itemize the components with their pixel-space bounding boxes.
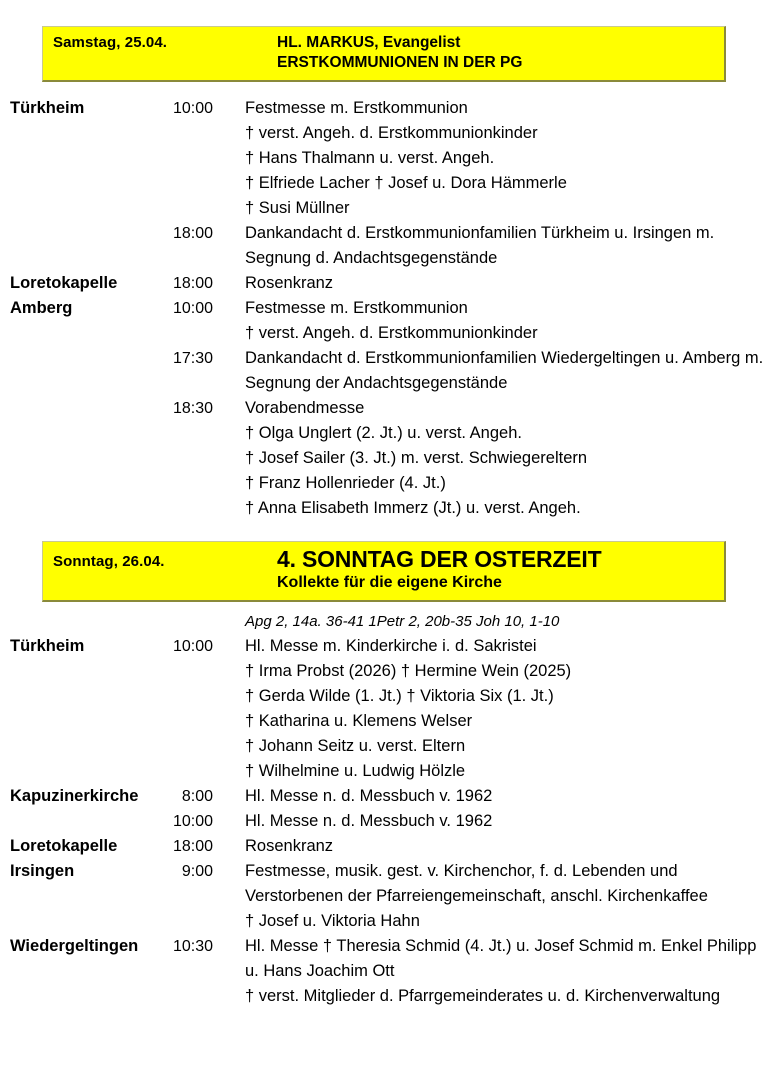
- service-place: Irsingen: [10, 862, 75, 880]
- service-body: [213, 934, 768, 1009]
- service-row: [0, 96, 768, 221]
- day-banner-sunday: [42, 541, 726, 602]
- service-line: † verst. Angeh. d. Erstkommunionkinder: [245, 324, 538, 342]
- service-line: Dankandacht d. Erstkommunionfamilien Türkheim u. Irsingen m. Segnung d. Andachtsgegenstände: [245, 224, 719, 267]
- day-date-label: Samstag, 25.04.: [53, 34, 168, 51]
- service-body: [213, 296, 768, 346]
- service-body: [213, 271, 768, 296]
- service-line: † Johann Seitz u. verst. Eltern: [245, 737, 466, 755]
- section-gap: [0, 521, 768, 541]
- service-place: Loretokapelle: [10, 274, 118, 292]
- service-line: † verst. Angeh. d. Erstkommunionkinder: [245, 124, 538, 142]
- service-row: [0, 396, 768, 521]
- service-line: Festmesse m. Erstkommunion: [245, 99, 468, 117]
- service-time: 9:00: [181, 863, 213, 880]
- service-line: † verst. Mitglieder d. Pfarrgemeinderates u. d. Kirchenverwaltung: [245, 987, 721, 1005]
- service-line: Rosenkranz: [245, 837, 334, 855]
- service-body: [213, 396, 768, 521]
- service-line: † Susi Müllner: [245, 199, 350, 217]
- scripture-row: [0, 610, 768, 634]
- service-line: Festmesse m. Erstkommunion: [245, 299, 468, 317]
- service-line: Hl. Messe † Theresia Schmid (4. Jt.) u. Josef Schmid m. Enkel Philipp u. Hans Joachim Ott: [245, 937, 761, 980]
- services-list-saturday: [0, 96, 768, 521]
- service-time: 10:00: [172, 300, 213, 317]
- day-title-group: [277, 546, 724, 594]
- day-banner-saturday: [42, 26, 726, 82]
- service-time: 10:00: [172, 638, 213, 655]
- service-row: [0, 221, 768, 271]
- day-title-main: HL. MARKUS, Evangelist: [277, 34, 461, 51]
- service-row: [0, 346, 768, 396]
- service-time: 10:30: [172, 938, 213, 955]
- banner-bottom-spacer: [0, 82, 768, 96]
- service-line: Vorabendmesse: [245, 399, 365, 417]
- service-line: † Elfriede Lacher † Josef u. Dora Hämmerle: [245, 174, 567, 192]
- service-body: [213, 634, 768, 784]
- service-body: [213, 784, 768, 809]
- day-date-label: Sonntag, 26.04.: [53, 553, 165, 570]
- service-time: 10:00: [172, 100, 213, 117]
- service-place: Amberg: [10, 299, 73, 317]
- service-time: 18:00: [172, 225, 213, 242]
- service-line: † Josef Sailer (3. Jt.) m. verst. Schwiegereltern: [245, 449, 588, 467]
- service-body: [213, 96, 768, 221]
- scripture-body: [213, 610, 768, 634]
- service-body: [213, 834, 768, 859]
- service-time: 18:00: [172, 275, 213, 292]
- service-place: Loretokapelle: [10, 837, 118, 855]
- service-place: Kapuzinerkirche: [10, 787, 139, 805]
- service-line: † Irma Probst (2026) † Hermine Wein (2025): [245, 662, 572, 680]
- service-time: 18:00: [172, 838, 213, 855]
- service-line: † Franz Hollenrieder (4. Jt.): [245, 474, 446, 492]
- service-body: [213, 859, 768, 934]
- service-row: [0, 809, 768, 834]
- top-spacer: [0, 0, 768, 26]
- service-place: Türkheim: [10, 637, 85, 655]
- service-time: 18:30: [172, 400, 213, 417]
- banner-bottom-spacer: [0, 602, 768, 610]
- service-row: [0, 634, 768, 784]
- service-line: † Hans Thalmann u. verst. Angeh.: [245, 149, 495, 167]
- service-row: [0, 859, 768, 934]
- service-line: Rosenkranz: [245, 274, 334, 292]
- day-title-main: 4. SONNTAG DER OSTERZEIT: [277, 546, 602, 572]
- service-row: [0, 934, 768, 1009]
- service-time: 17:30: [172, 350, 213, 367]
- service-row: [0, 834, 768, 859]
- service-place: Wiedergeltingen: [10, 937, 139, 955]
- service-body: [213, 809, 768, 834]
- service-row: [0, 296, 768, 346]
- day-title-sub: ERSTKOMMUNIONEN IN DER PG: [277, 54, 523, 71]
- service-line: Hl. Messe n. d. Messbuch v. 1962: [245, 787, 493, 805]
- service-place: Türkheim: [10, 99, 85, 117]
- service-line: Hl. Messe n. d. Messbuch v. 1962: [245, 812, 493, 830]
- service-row: [0, 784, 768, 809]
- day-title-sub: Kollekte für die eigene Kirche: [277, 574, 502, 591]
- service-line: † Josef u. Viktoria Hahn: [245, 912, 420, 930]
- service-body: [213, 346, 768, 396]
- service-line: Festmesse, musik. gest. v. Kirchenchor, f. d. Lebenden und Verstorbenen der Pfarreiengemeinschaft, anschl. Kirchenkaffee: [245, 862, 708, 905]
- day-title-group: [277, 33, 724, 73]
- service-row: [0, 271, 768, 296]
- service-line: Dankandacht d. Erstkommunionfamilien Wiedergeltingen u. Amberg m. Segnung der Andachtsgegenstände: [245, 349, 768, 392]
- service-line: † Katharina u. Klemens Welser: [245, 712, 473, 730]
- service-body: [213, 221, 768, 271]
- service-line: † Anna Elisabeth Immerz (Jt.) u. verst. Angeh.: [245, 499, 581, 517]
- service-line: † Gerda Wilde (1. Jt.) † Viktoria Six (1. Jt.): [245, 687, 554, 705]
- service-time: 10:00: [172, 813, 213, 830]
- service-line: † Wilhelmine u. Ludwig Hölzle: [245, 762, 466, 780]
- services-list-sunday: [0, 610, 768, 1009]
- service-line: † Olga Unglert (2. Jt.) u. verst. Angeh.: [245, 424, 522, 442]
- service-time: 8:00: [181, 788, 213, 805]
- scripture-reference: Apg 2, 14a. 36-41 1Petr 2, 20b-35 Joh 10, 1-10: [245, 613, 560, 630]
- service-line: Hl. Messe m. Kinderkirche i. d. Sakristei: [245, 637, 537, 655]
